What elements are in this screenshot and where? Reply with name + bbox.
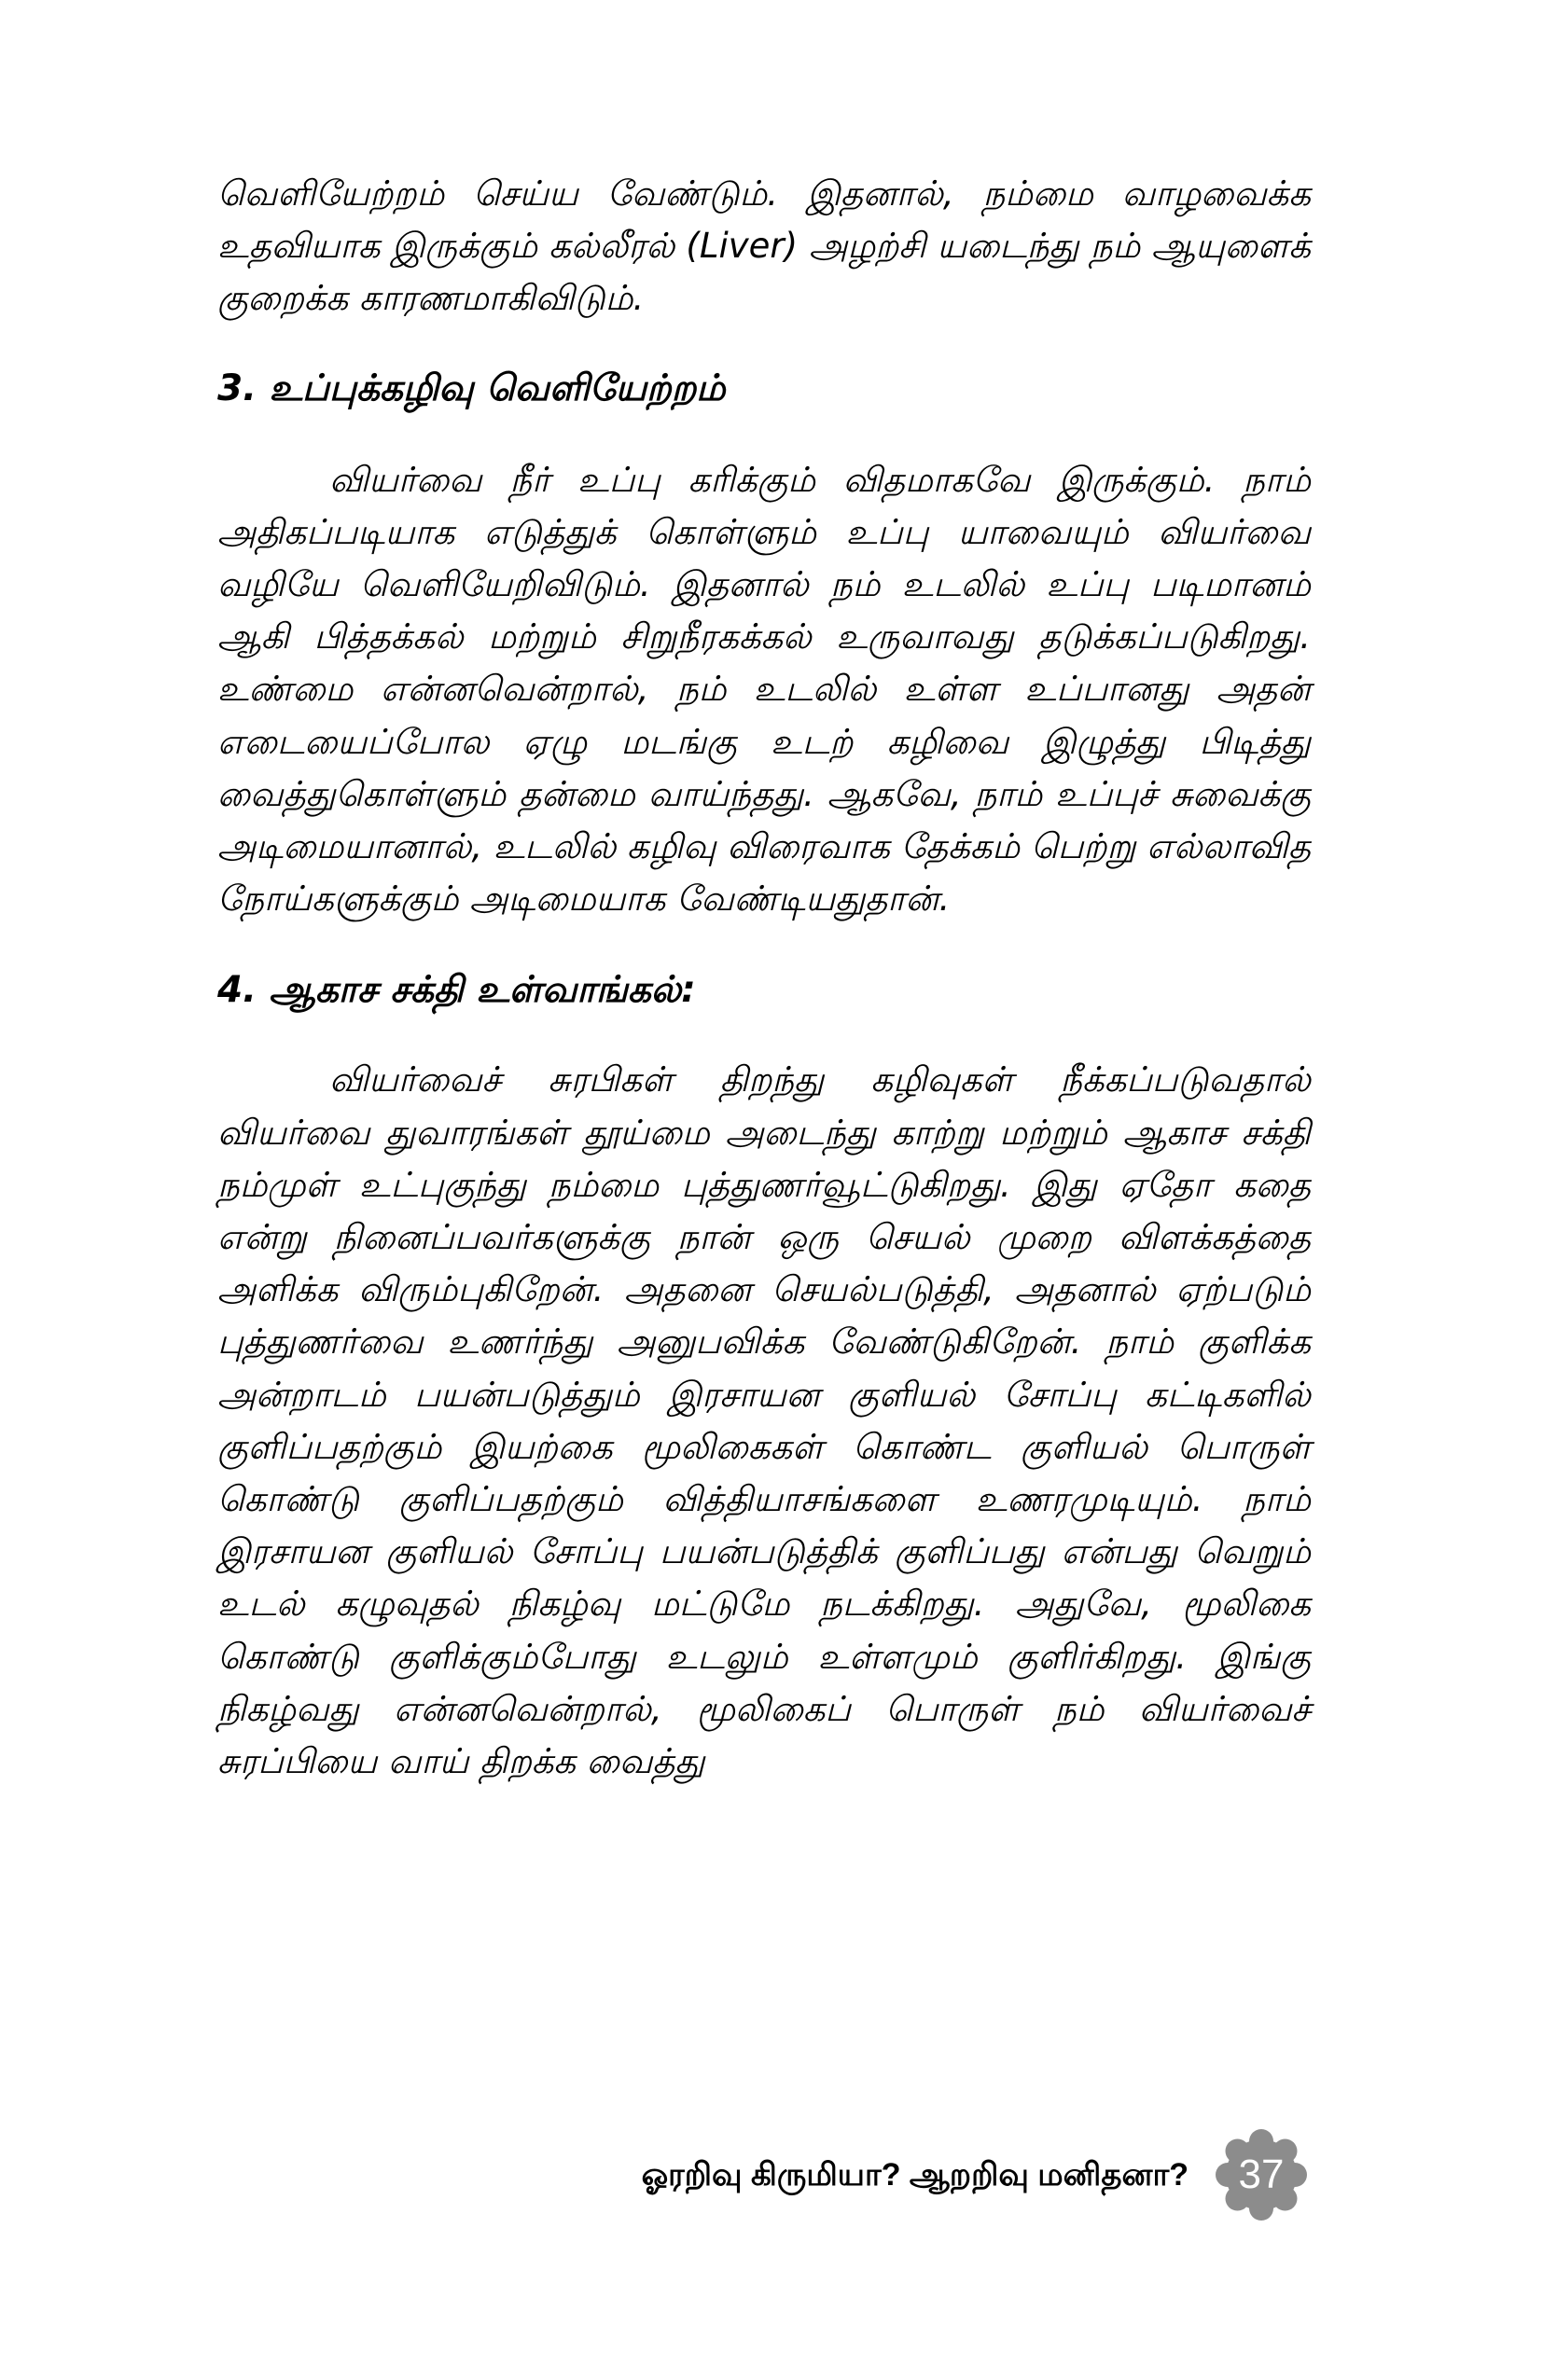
page-number-badge: [1215, 2128, 1308, 2221]
book-title: ஓரறிவு கிருமியா? ஆறறிவு மனிதனா?: [641, 2157, 1189, 2193]
page-body: [217, 168, 1311, 1788]
section-4-paragraph: வியர்வைச் சுரபிகள் திறந்து கழிவுகள் நீக்கப்படுவதால் வியர்வை துவாரங்கள் தூய்மை அடைந்து காற்று மற்றும் ஆகாச சக்தி நம்முள் உட்புகுந்து நம்மை புத்துணர்வூட்டுகிறது. இது ஏதோ கதை என்று நினைப்பவர்களுக்கு நான் ஒரு செயல் முறை விளக்கத்தை அளிக்க விரும்புகிறேன். அதனை செயல்படுத்தி, அதனால் ஏற்படும் புத்துணர்வை உணர்ந்து அனுபவிக்க வேண்டுகிறேன். நாம் குளிக்க அன்றாடம் பயன்படுத்தும் இரசாயன குளியல் சோப்பு கட்டிகளில் குளிப்பதற்கும் இயற்கை மூலிகைகள் கொண்ட குளியல் பொருள் கொண்டு குளிப்பதற்கும் வித்தியாசங்களை உணரமுடியும். நாம் இரசாயன குளியல் சோப்பு பயன்படுத்திக் குளிப்பது என்பது வெறும் உடல் கழுவுதல் நிகழ்வு மட்டுமே நடக்கிறது. அதுவே, மூலிகை கொண்டு குளிக்கும்போது உடலும் உள்ளமும் குளிர்கிறது. இங்கு நிகழ்வது என்னவென்றால், மூலிகைப் பொருள் நம் வியர்வைச் சுரப்பியை வாய் திறக்க வைத்து: [217, 1059, 1311, 1782]
section-3-heading: 3. உப்புக்கழிவு வெளியேற்றம்: [217, 367, 726, 409]
section-3-paragraph: வியர்வை நீர் உப்பு கரிக்கும் விதமாகவே இருக்கும். நாம் அதிகப்படியாக எடுத்துக் கொள்ளும் உப்பு யாவையும் வியர்வை வழியே வெளியேறிவிடும். இதனால் நம் உடலில் உப்பு படிமானம் ஆகி பித்தக்கல் மற்றும் சிறுநீரகக்கல் உருவாவது தடுக்கப்படுகிறது. உண்மை என்னவென்றால், நம் உடலில் உள்ள உப்பானது அதன் எடையைப்போல ஏழு மடங்கு உடற் கழிவை இழுத்து பிடித்து வைத்துகொள்ளும் தன்மை வாய்ந்தது. ஆகவே, நாம் உப்புச் சுவைக்கு அடிமையானால், உடலில் கழிவு விரைவாக தேக்கம் பெற்று எல்லாவித நோய்களுக்கும் அடிமையாக வேண்டியதுதான்.: [217, 459, 1311, 920]
intro-paragraph: வெளியேற்றம் செய்ய வேண்டும். இதனால், நம்மை வாழவைக்க உதவியாக இருக்கும் கல்லீரல் (Liver) அழற்சி யடைந்து நம் ஆயுளைக் குறைக்க காரணமாகிவிடும்.: [217, 173, 1311, 319]
page-number: 37: [1238, 2152, 1285, 2197]
page-footer: [0, 2128, 1543, 2231]
section-4-heading: 4. ஆகாச சக்தி உள்வாங்கல்:: [217, 969, 696, 1012]
